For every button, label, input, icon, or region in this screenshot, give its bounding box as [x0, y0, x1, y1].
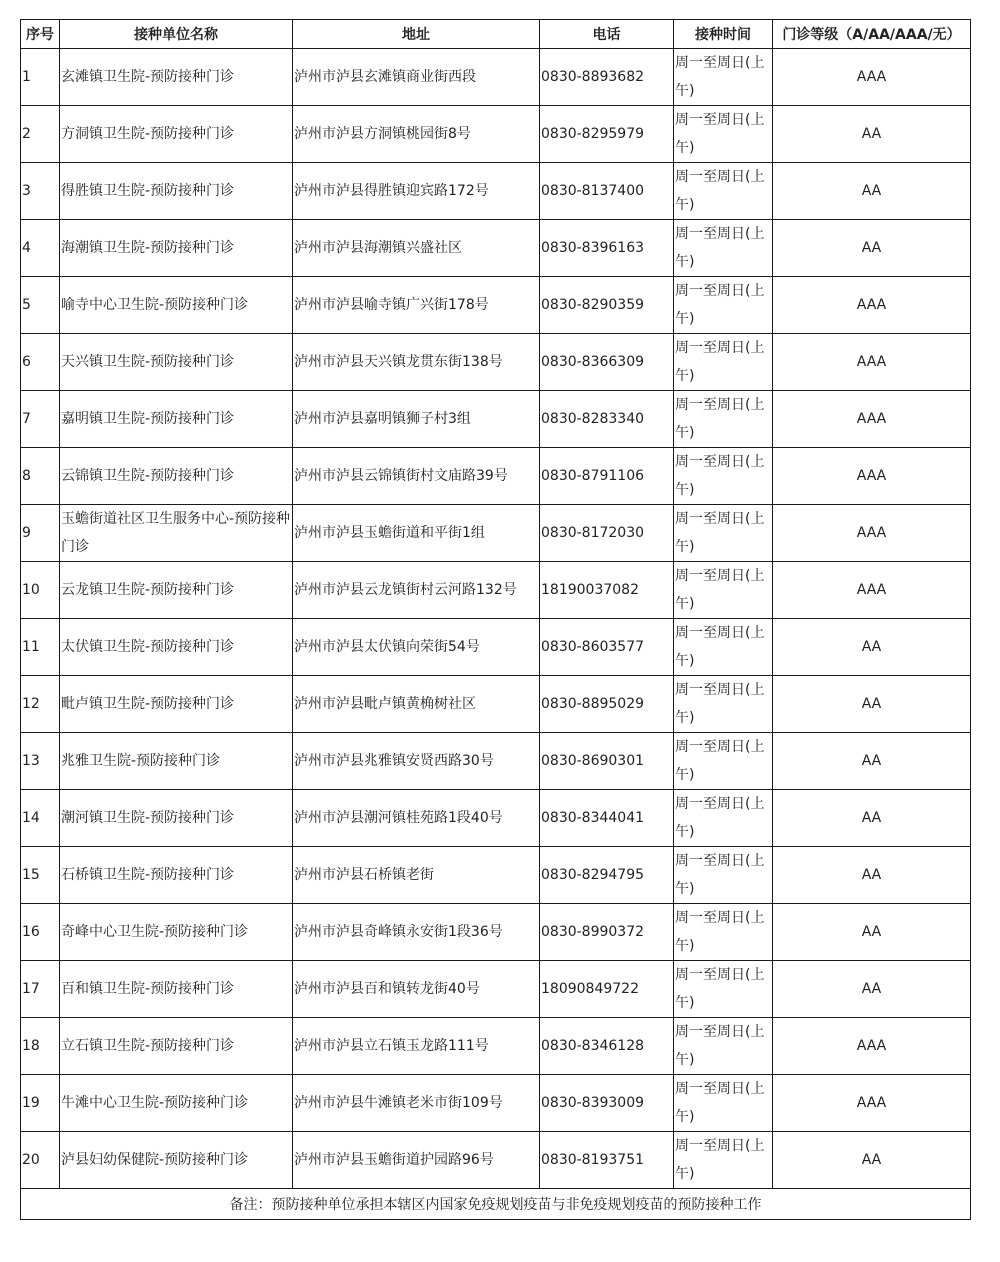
cell-grade: AAA — [773, 448, 971, 505]
vaccination-table-container — [20, 19, 970, 1220]
cell-address: 泸州市泸县石桥镇老街 — [293, 847, 540, 904]
cell-grade: AA — [773, 619, 971, 676]
cell-index: 1 — [21, 49, 60, 106]
table-row — [21, 1132, 971, 1189]
header-grade: 门诊等级（A/AA/AAA/无） — [773, 20, 971, 49]
cell-time: 周一至周日(上午) — [674, 391, 773, 448]
cell-time: 周一至周日(上午) — [674, 220, 773, 277]
cell-index: 18 — [21, 1018, 60, 1075]
cell-index: 13 — [21, 733, 60, 790]
cell-address: 泸州市泸县潮河镇桂苑路1段40号 — [293, 790, 540, 847]
cell-address: 泸州市泸县牛滩镇老米市街109号 — [293, 1075, 540, 1132]
cell-phone: 0830-8893682 — [540, 49, 674, 106]
cell-index: 17 — [21, 961, 60, 1018]
cell-phone: 18090849722 — [540, 961, 674, 1018]
table-note: 备注：预防接种单位承担本辖区内国家免疫规划疫苗与非免疫规划疫苗的预防接种工作 — [21, 1189, 971, 1220]
table-row — [21, 676, 971, 733]
cell-phone: 0830-8283340 — [540, 391, 674, 448]
cell-address: 泸州市泸县云龙镇街村云河路132号 — [293, 562, 540, 619]
table-row — [21, 1075, 971, 1132]
cell-unit-name: 云龙镇卫生院-预防接种门诊 — [60, 562, 293, 619]
table-row — [21, 790, 971, 847]
cell-address: 泸州市泸县百和镇转龙街40号 — [293, 961, 540, 1018]
cell-unit-name: 海潮镇卫生院-预防接种门诊 — [60, 220, 293, 277]
cell-time: 周一至周日(上午) — [674, 904, 773, 961]
cell-phone: 0830-8295979 — [540, 106, 674, 163]
cell-time: 周一至周日(上午) — [674, 334, 773, 391]
table-row — [21, 163, 971, 220]
cell-address: 泸州市泸县得胜镇迎宾路172号 — [293, 163, 540, 220]
cell-time: 周一至周日(上午) — [674, 562, 773, 619]
table-row — [21, 619, 971, 676]
cell-time: 周一至周日(上午) — [674, 1075, 773, 1132]
header-address: 地址 — [293, 20, 540, 49]
cell-address: 泸州市泸县嘉明镇狮子村3组 — [293, 391, 540, 448]
cell-unit-name: 嘉明镇卫生院-预防接种门诊 — [60, 391, 293, 448]
header-phone: 电话 — [540, 20, 674, 49]
cell-index: 11 — [21, 619, 60, 676]
cell-address: 泸州市泸县海潮镇兴盛社区 — [293, 220, 540, 277]
cell-grade: AA — [773, 163, 971, 220]
cell-address: 泸州市泸县玉蟾街道护园路96号 — [293, 1132, 540, 1189]
table-row — [21, 904, 971, 961]
cell-grade: AA — [773, 106, 971, 163]
cell-phone: 0830-8290359 — [540, 277, 674, 334]
cell-address: 泸州市泸县兆雅镇安贤西路30号 — [293, 733, 540, 790]
header-name: 接种单位名称 — [60, 20, 293, 49]
cell-phone: 0830-8791106 — [540, 448, 674, 505]
cell-address: 泸州市泸县奇峰镇永安街1段36号 — [293, 904, 540, 961]
table-header-row — [21, 20, 971, 49]
cell-time: 周一至周日(上午) — [674, 961, 773, 1018]
table-row — [21, 1018, 971, 1075]
cell-unit-name: 兆雅卫生院-预防接种门诊 — [60, 733, 293, 790]
table-row — [21, 49, 971, 106]
cell-time: 周一至周日(上午) — [674, 733, 773, 790]
vaccination-sites-table — [20, 19, 971, 1220]
header-index: 序号 — [21, 20, 60, 49]
cell-unit-name: 潮河镇卫生院-预防接种门诊 — [60, 790, 293, 847]
cell-time: 周一至周日(上午) — [674, 619, 773, 676]
cell-unit-name: 泸县妇幼保健院-预防接种门诊 — [60, 1132, 293, 1189]
cell-time: 周一至周日(上午) — [674, 790, 773, 847]
cell-grade: AAA — [773, 277, 971, 334]
note-row — [21, 1189, 971, 1220]
cell-index: 19 — [21, 1075, 60, 1132]
cell-address: 泸州市泸县太伏镇向荣街54号 — [293, 619, 540, 676]
cell-unit-name: 得胜镇卫生院-预防接种门诊 — [60, 163, 293, 220]
cell-phone: 0830-8294795 — [540, 847, 674, 904]
table-row — [21, 334, 971, 391]
cell-address: 泸州市泸县玄滩镇商业街西段 — [293, 49, 540, 106]
cell-index: 2 — [21, 106, 60, 163]
cell-time: 周一至周日(上午) — [674, 277, 773, 334]
cell-unit-name: 喻寺中心卫生院-预防接种门诊 — [60, 277, 293, 334]
cell-grade: AAA — [773, 1018, 971, 1075]
cell-grade: AAA — [773, 1075, 971, 1132]
cell-address: 泸州市泸县天兴镇龙贯东街138号 — [293, 334, 540, 391]
cell-index: 15 — [21, 847, 60, 904]
table-row — [21, 961, 971, 1018]
cell-phone: 0830-8990372 — [540, 904, 674, 961]
table-row — [21, 733, 971, 790]
cell-index: 3 — [21, 163, 60, 220]
cell-grade: AA — [773, 676, 971, 733]
cell-time: 周一至周日(上午) — [674, 505, 773, 562]
table-row — [21, 847, 971, 904]
table-row — [21, 391, 971, 448]
cell-time: 周一至周日(上午) — [674, 1132, 773, 1189]
cell-unit-name: 百和镇卫生院-预防接种门诊 — [60, 961, 293, 1018]
cell-unit-name: 奇峰中心卫生院-预防接种门诊 — [60, 904, 293, 961]
cell-unit-name: 云锦镇卫生院-预防接种门诊 — [60, 448, 293, 505]
cell-time: 周一至周日(上午) — [674, 448, 773, 505]
table-body — [21, 49, 971, 1189]
cell-phone: 0830-8193751 — [540, 1132, 674, 1189]
cell-time: 周一至周日(上午) — [674, 847, 773, 904]
cell-grade: AAA — [773, 334, 971, 391]
table-row — [21, 220, 971, 277]
cell-phone: 0830-8603577 — [540, 619, 674, 676]
cell-grade: AA — [773, 904, 971, 961]
cell-index: 9 — [21, 505, 60, 562]
cell-unit-name: 方洞镇卫生院-预防接种门诊 — [60, 106, 293, 163]
table-row — [21, 562, 971, 619]
cell-index: 10 — [21, 562, 60, 619]
cell-unit-name: 毗卢镇卫生院-预防接种门诊 — [60, 676, 293, 733]
table-row — [21, 448, 971, 505]
cell-grade: AA — [773, 1132, 971, 1189]
cell-address: 泸州市泸县云锦镇街村文庙路39号 — [293, 448, 540, 505]
cell-grade: AAA — [773, 49, 971, 106]
cell-unit-name: 玄滩镇卫生院-预防接种门诊 — [60, 49, 293, 106]
cell-index: 5 — [21, 277, 60, 334]
cell-time: 周一至周日(上午) — [674, 1018, 773, 1075]
cell-phone: 18190037082 — [540, 562, 674, 619]
cell-grade: AAA — [773, 391, 971, 448]
cell-phone: 0830-8366309 — [540, 334, 674, 391]
cell-time: 周一至周日(上午) — [674, 676, 773, 733]
cell-phone: 0830-8895029 — [540, 676, 674, 733]
cell-phone: 0830-8393009 — [540, 1075, 674, 1132]
cell-unit-name: 玉蟾街道社区卫生服务中心-预防接种门诊 — [60, 505, 293, 562]
cell-index: 4 — [21, 220, 60, 277]
cell-index: 8 — [21, 448, 60, 505]
cell-index: 20 — [21, 1132, 60, 1189]
cell-grade: AA — [773, 790, 971, 847]
cell-grade: AA — [773, 961, 971, 1018]
cell-index: 6 — [21, 334, 60, 391]
table-row — [21, 505, 971, 562]
cell-phone: 0830-8346128 — [540, 1018, 674, 1075]
cell-address: 泸州市泸县玉蟾街道和平街1组 — [293, 505, 540, 562]
cell-address: 泸州市泸县毗卢镇黄桷树社区 — [293, 676, 540, 733]
cell-unit-name: 石桥镇卫生院-预防接种门诊 — [60, 847, 293, 904]
cell-unit-name: 太伏镇卫生院-预防接种门诊 — [60, 619, 293, 676]
cell-index: 16 — [21, 904, 60, 961]
cell-address: 泸州市泸县喻寺镇广兴街178号 — [293, 277, 540, 334]
table-row — [21, 106, 971, 163]
cell-index: 7 — [21, 391, 60, 448]
cell-phone: 0830-8690301 — [540, 733, 674, 790]
cell-time: 周一至周日(上午) — [674, 163, 773, 220]
cell-unit-name: 牛滩中心卫生院-预防接种门诊 — [60, 1075, 293, 1132]
cell-address: 泸州市泸县方洞镇桃园街8号 — [293, 106, 540, 163]
cell-phone: 0830-8344041 — [540, 790, 674, 847]
cell-grade: AAA — [773, 505, 971, 562]
table-row — [21, 277, 971, 334]
cell-phone: 0830-8137400 — [540, 163, 674, 220]
cell-index: 14 — [21, 790, 60, 847]
cell-time: 周一至周日(上午) — [674, 49, 773, 106]
header-time: 接种时间 — [674, 20, 773, 49]
cell-time: 周一至周日(上午) — [674, 106, 773, 163]
cell-grade: AA — [773, 220, 971, 277]
cell-phone: 0830-8172030 — [540, 505, 674, 562]
cell-address: 泸州市泸县立石镇玉龙路111号 — [293, 1018, 540, 1075]
cell-grade: AA — [773, 733, 971, 790]
cell-phone: 0830-8396163 — [540, 220, 674, 277]
cell-grade: AA — [773, 847, 971, 904]
cell-unit-name: 立石镇卫生院-预防接种门诊 — [60, 1018, 293, 1075]
cell-unit-name: 天兴镇卫生院-预防接种门诊 — [60, 334, 293, 391]
cell-grade: AAA — [773, 562, 971, 619]
cell-index: 12 — [21, 676, 60, 733]
